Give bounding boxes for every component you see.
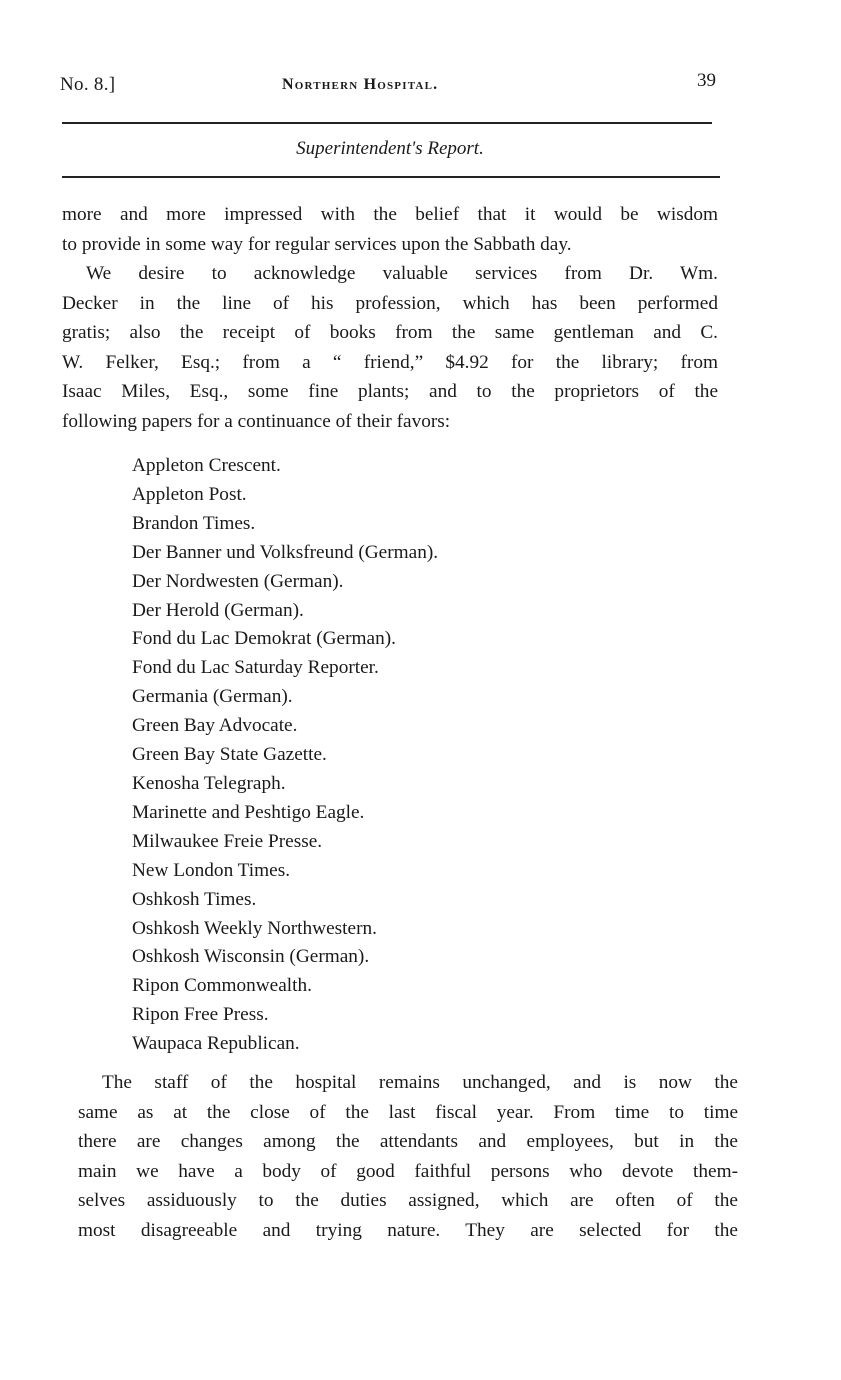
list-item: Oshkosh Times. xyxy=(132,888,257,910)
text-line: more and more impressed with the belief that it would be wisdom xyxy=(62,204,718,225)
newspaper-list xyxy=(132,452,438,1059)
list-item: Germania (German). xyxy=(132,686,293,708)
list-item: Green Bay State Gazette. xyxy=(132,744,327,766)
text-line: The staff of the hospital remains unchanged, and is now the xyxy=(102,1072,738,1093)
header-rule-bottom xyxy=(62,176,720,178)
list-item: Milwaukee Freie Presse. xyxy=(132,830,323,852)
list-item: Appleton Crescent. xyxy=(132,455,281,476)
list-item: Fond du Lac Saturday Reporter. xyxy=(132,657,379,679)
text-line: main we have a body of good faithful persons who devote them- xyxy=(78,1160,738,1182)
header-rule-top xyxy=(62,122,712,124)
list-item: Brandon Times. xyxy=(132,512,256,534)
text-line: most disagreeable and trying nature. They are selected for the xyxy=(78,1219,738,1241)
text-line: following papers for a continuance of their favors: xyxy=(62,410,451,432)
text-line: W. Felker, Esq.; from a “ friend,” $4.92 for the library; from xyxy=(62,351,718,373)
document-number: No. 8.] xyxy=(60,74,116,95)
page-number: 39 xyxy=(697,70,716,91)
text-line: We desire to acknowledge valuable services from Dr. Wm. xyxy=(86,263,718,284)
list-item: Ripon Free Press. xyxy=(132,1004,269,1026)
list-item: New London Times. xyxy=(132,859,291,881)
list-item: Der Herold (German). xyxy=(132,599,304,621)
text-line: to provide in some way for regular services upon the Sabbath day. xyxy=(62,233,572,255)
text-line: Decker in the line of his profession, which has been performed xyxy=(62,292,718,314)
paragraph-acknowledgements xyxy=(62,200,718,436)
list-item: Ripon Commonwealth. xyxy=(132,975,312,997)
running-header xyxy=(60,70,720,100)
text-line: gratis; also the receipt of books from the same gentleman and C. xyxy=(62,322,718,343)
list-item: Kenosha Telegraph. xyxy=(132,772,286,794)
text-line: same as at the close of the last fiscal year. From time to time xyxy=(78,1101,738,1123)
list-item: Der Nordwesten (German). xyxy=(132,570,344,592)
list-item: Fond du Lac Demokrat (German). xyxy=(132,628,396,650)
list-item: Green Bay Advocate. xyxy=(132,715,298,737)
text-line: there are changes among the attendants and employees, but in the xyxy=(78,1131,738,1152)
list-item: Der Banner und Volksfreund (German). xyxy=(132,541,439,563)
list-item: Waupaca Republican. xyxy=(132,1033,300,1055)
text-line: Isaac Miles, Esq., some fine plants; and to the proprietors of the xyxy=(62,381,718,402)
running-title: Northern Hospital. xyxy=(282,76,439,93)
paragraph-staff xyxy=(78,1068,738,1245)
section-subheading: Superintendent's Report. xyxy=(296,138,484,159)
list-item: Oshkosh Wisconsin (German). xyxy=(132,946,370,968)
list-item: Oshkosh Weekly Northwestern. xyxy=(132,917,377,939)
list-item: Appleton Post. xyxy=(132,483,247,505)
list-item: Marinette and Peshtigo Eagle. xyxy=(132,801,365,823)
text-line: selves assiduously to the duties assigned, which are often of the xyxy=(78,1190,738,1211)
